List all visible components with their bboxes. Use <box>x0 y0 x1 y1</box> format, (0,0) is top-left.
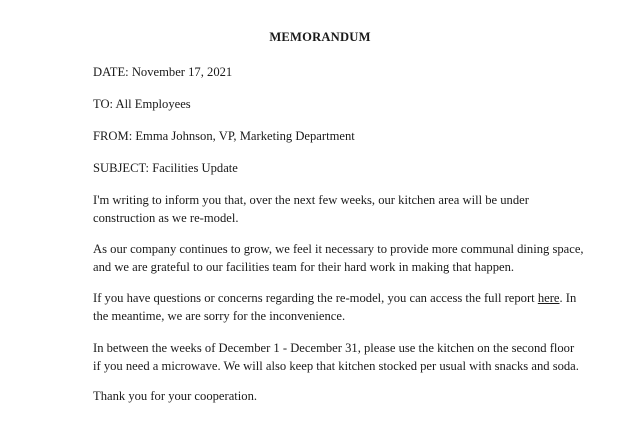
paragraph-line <box>93 290 577 308</box>
memo-paragraph-3 <box>93 290 577 325</box>
paragraph-line: In between the weeks of December 1 - December 31, please use the kitchen on the second floor <box>93 341 575 355</box>
memo-to-line: TO: All Employees <box>93 97 191 111</box>
memo-date-line: DATE: November 17, 2021 <box>93 65 233 79</box>
memo-closing: Thank you for your cooperation. <box>93 389 258 403</box>
paragraph-line: I'm writing to inform you that, over the next few weeks, our kitchen area will be under <box>93 193 529 207</box>
paragraph-line: construction as we re-model. <box>93 210 239 225</box>
memo-subject-line: SUBJECT: Facilities Update <box>93 161 238 175</box>
paragraph-line: As our company continues to grow, we feel it necessary to provide more communal dining space, <box>93 242 584 256</box>
memo-paragraph-4 <box>93 340 579 375</box>
paragraph-text: If you have questions or concerns regarding the re-model, you can access the full report <box>93 291 538 305</box>
paragraph-line: and we are grateful to our facilities team for their hard work in making that happen. <box>93 259 515 274</box>
memo-from-line: FROM: Emma Johnson, VP, Marketing Department <box>93 129 355 143</box>
paragraph-text: . In <box>559 291 577 305</box>
memo-title: MEMORANDUM <box>269 30 371 44</box>
paragraph-line: if you need a microwave. We will also keep that kitchen stocked per usual with snacks and soda. <box>93 358 579 373</box>
memo-paragraph-2 <box>93 241 584 276</box>
memo-paragraph-1 <box>93 192 573 227</box>
full-report-link[interactable]: here <box>537 291 560 305</box>
paragraph-line: the meantime, we are sorry for the inconvenience. <box>93 308 346 323</box>
